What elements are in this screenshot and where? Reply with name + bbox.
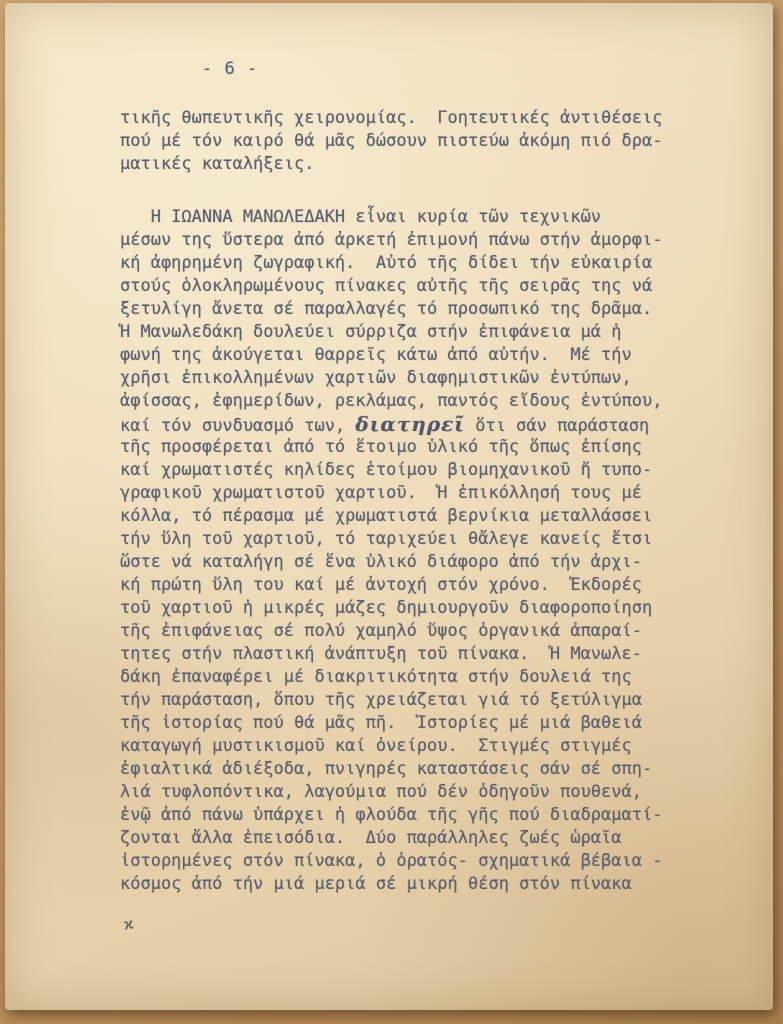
text-line: ξετυλίγη ἄνετα σέ παραλλαγές τό προσωπικό της δρᾶμα. xyxy=(120,299,653,319)
document-body xyxy=(120,107,706,896)
text-line: τήν παράσταση, ὅπου τῆς χρειάζεται γιά τό ξετύλιγμα xyxy=(120,690,642,710)
text-line: ἱστορημένες στόν πίνακα, ὁ ὁρατός- σχηματικά βέβαια - xyxy=(120,851,663,871)
paper-page xyxy=(5,3,773,1010)
text-line: ἀφίσσας, ἐφημερίδων, ρεκλάμας, παντός εἴδους ἐντύπου, xyxy=(120,391,663,411)
text-line: μέσων της ὕστερα ἀπό ἀρκετή ἐπιμονή πάνω στήν ἀμορφι- xyxy=(120,230,663,250)
text-line: πού μέ τόν καιρό θά μᾶς δώσουν πιστεύω ἀκόμη πιό δρα- xyxy=(120,131,663,151)
text-line: κή ἀφηρημένη ζωγραφική. Αὐτό τῆς δίδει τήν εὐκαιρία xyxy=(120,253,653,273)
text-line: φωνή της ἀκούγεται θαρρεῖς κάτω ἀπό αὐτήν. Μέ τήν xyxy=(120,345,632,365)
handwritten-margin-mark: ϰ xyxy=(122,914,135,934)
text-line: καί τόν συνδυασμό των, διατηρεῖ ὅτι σάν παράσταση xyxy=(120,412,650,436)
text-line: κόσμος ἀπό τήν μιά μεριά σέ μικρή θέση στόν πίνακα xyxy=(120,874,632,894)
text-line: Η ΙΩΑΝΝΑ ΜΑΝΩΛΕΔΑΚΗ εἶναι κυρία τῶν τεχνικῶν xyxy=(120,207,602,227)
text-line: στούς ὁλοκληρωμένους πίνακες αὐτῆς τῆς σειρᾶς της νά xyxy=(120,276,653,296)
text-line: τῆς ἱστορίας πού θά μᾶς πῆ. Ἱστορίες μέ μιά βαθειά xyxy=(120,713,642,733)
page-number: - 6 - xyxy=(202,59,259,79)
text-line: τητες στήν πλαστική ἀνάπτυξη τοῦ πίνακα. Ἡ Μανωλε- xyxy=(120,644,642,664)
text-line: τῆς προσφέρεται ἀπό τό ἕτοιμο ὑλικό τῆς ὅπως ἐπίσης xyxy=(120,437,642,457)
text-line: καταγωγή μυστικισμοῦ καί ὀνείρου. Στιγμές στιγμές xyxy=(120,736,632,756)
text-line: γραφικοῦ χρωματιστοῦ χαρτιοῦ. Ἡ ἐπικόλλησή τους μέ xyxy=(120,483,642,503)
text-line: κόλλα, τό πέρασμα μέ χρωματιστά βερνίκια μεταλλάσσει xyxy=(120,506,653,526)
paragraph-1 xyxy=(120,107,706,176)
text-line: τικῆς θωπευτικῆς χειρονομίας. Γοητευτικές ἀντιθέσεις xyxy=(120,108,663,128)
text-line: ἐφιαλτικά ἀδιέξοδα, πνιγηρές καταστάσεις σάν σέ σπη- xyxy=(120,759,653,779)
text-line: τήν ὕλη τοῦ χαρτιοῦ, τό ταριχεύει θἄλεγε κανείς ἔτσι xyxy=(120,529,653,549)
text-line: τῆς ἐπιφάνειας σέ πολύ χαμηλό ὕψος ὀργανικά ἀπαραί- xyxy=(120,621,642,641)
text-line: χρῆσι ἐπικολλημένων χαρτιῶν διαφημιστικῶν ἐντύπων, xyxy=(120,368,632,388)
text-line: ὥστε νά καταλήγη σέ ἕνα ὑλικό διάφορο ἀπό τήν ἀρχι- xyxy=(120,552,642,572)
text-line: καί χρωματιστές κηλίδες ἑτοίμου βιομηχανικοῦ ἤ τυπο- xyxy=(120,460,653,480)
text-line: τοῦ χαρτιοῦ ἡ μικρές μάζες δημιουργοῦν διαφοροποίηση xyxy=(120,598,653,618)
text-line: δάκη ἐπαναφέρει μέ διακριτικότητα στήν δουλειά της xyxy=(120,667,632,687)
text-line: κή πρώτη ὕλη του καί μέ ἀντοχή στόν χρόνο. Ἐκδορές xyxy=(120,575,642,595)
handwritten-word: διατηρεῖ xyxy=(355,412,465,436)
text-line: ματικές καταλήξεις. xyxy=(120,154,315,174)
text-line: λιά τυφλοπόντικα, λαγούμια πού δέν ὁδηγοῦν πουθενά, xyxy=(120,782,642,802)
paragraph-2 xyxy=(120,206,706,896)
text-line: Ἡ Μανωλεδάκη δουλεύει σύρριζα στήν ἐπιφάνεια μά ἡ xyxy=(120,322,622,342)
text-line: ζονται ἄλλα ἐπεισόδια. Δύο παράλληλες ζωές ὡραῖα xyxy=(120,828,622,848)
text-line: ἐνῷ ἀπό πάνω ὑπάρχει ἡ φλούδα τῆς γῆς πού διαδραματί- xyxy=(120,805,663,825)
